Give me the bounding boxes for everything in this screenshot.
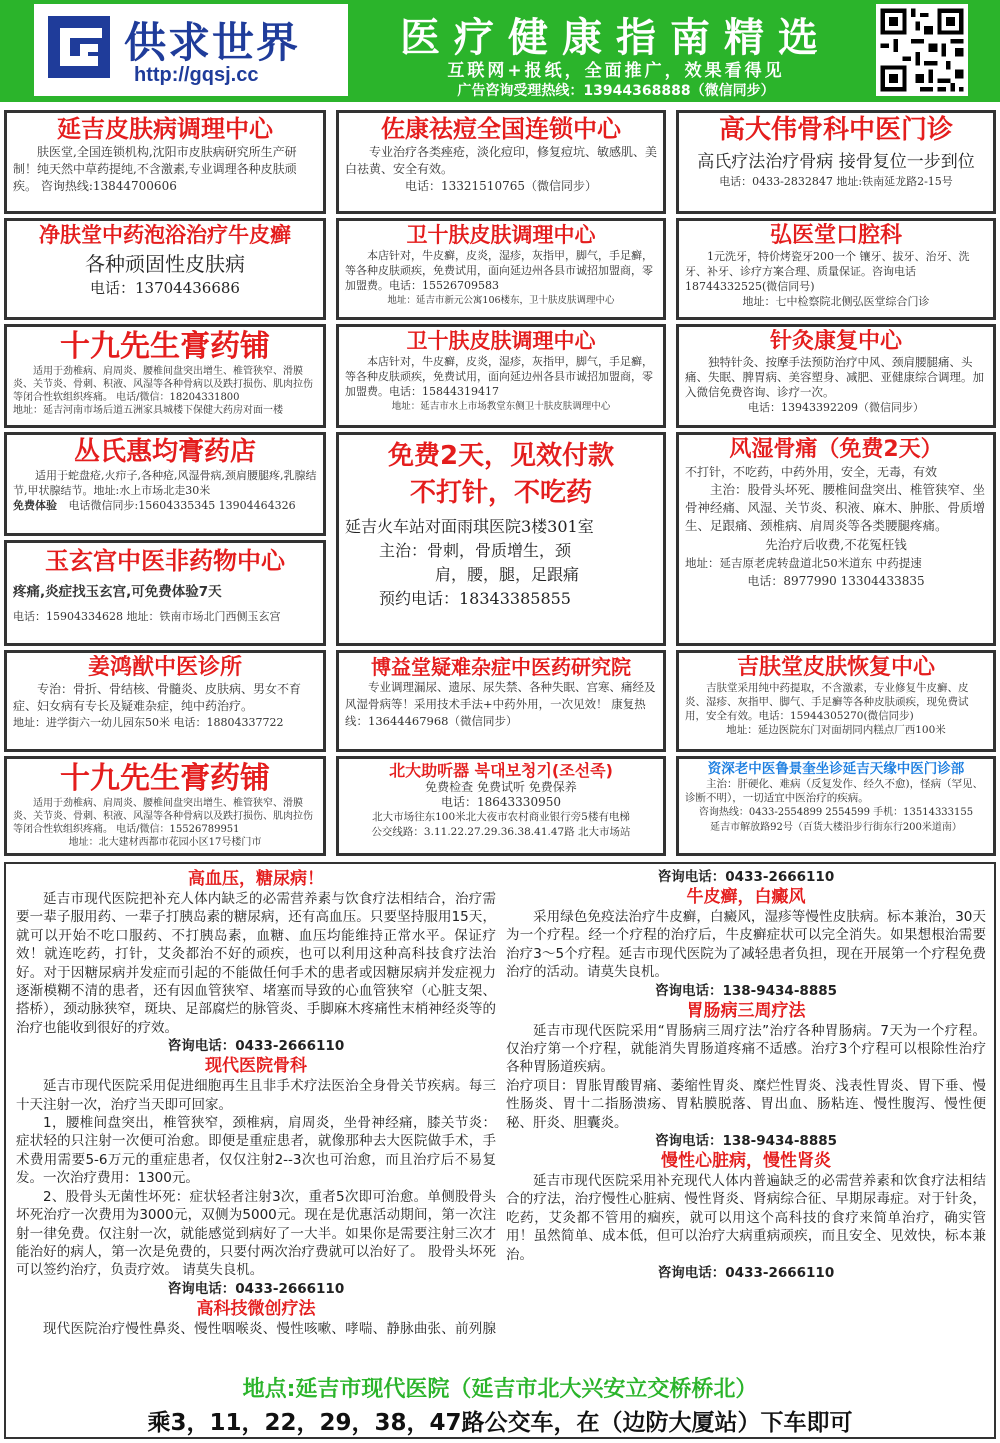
logo-g-icon <box>48 16 110 78</box>
ad-body: 本店针对，牛皮癣，皮炎，湿疹，灰指甲，脚气，手足癣，等各种皮肤顽疾，免费试用，面向延边州各县市诚招加盟商，零加盟费。电话：15844319417 <box>345 355 653 399</box>
ad-body: 高氏疗法治疗骨病 接骨复位一步到位 <box>697 152 975 173</box>
ad-title: 姜鸿猷中医诊所 <box>87 655 242 680</box>
ad-body: 适用于劲椎病、肩周炎、腰椎间盘突出增生、椎管狭窄、滑膜炎、关节炎、骨刺、积液、风湿等各种骨病以及跌打损伤、肌肉拉伤等闭合性软组织疼痛。 电话/微信：18204331800 <box>13 366 313 403</box>
header-banner <box>0 0 1000 102</box>
logo-url[interactable]: http://gqsj.cc <box>134 64 259 86</box>
ad-body: 疼痛,炎症找玉玄宫,可免费体验7天 <box>13 583 222 600</box>
consult-phone: 咨询电话：138-9434-8885 <box>654 982 838 999</box>
paragraph: 2、股骨头无菌性坏死：症状轻者注射3次，重者5次即可治愈。单侧股骨头坏死治疗一次费用为3000元，双侧为5000元。现在是优惠活动期间，第一次注射一律免费。仅注射一次，就能感觉到病好了一大半。如果你是需要注射三次才能治好的病人，第一次是免费的，只要付两次治疗费就可以治好了。 股骨头坏死可以签约治疗，负责疗效。 请莫失良机。 <box>16 1188 496 1279</box>
ad-phone: 咨询热线：0433-2554899 2554599 手机：13514333155 <box>698 807 974 819</box>
ad-address: 地址：延吉原老虎转盘道北50米道东 中药提速 <box>685 556 922 571</box>
section-heading: 现代医院骨科 <box>205 1056 307 1077</box>
free-trial-label: 免费体验 <box>13 499 57 513</box>
ad-box <box>676 432 996 646</box>
ad-title: 博益堂疑难杂症中医药研究院 <box>371 655 631 679</box>
ad-title: 针灸康复中心 <box>769 329 902 354</box>
ad-box <box>336 110 666 214</box>
ad-treat-2: 肩，腰，腿，足跟痛 <box>435 565 580 585</box>
logo-name: 供求世界 <box>124 18 301 67</box>
ad-box <box>4 218 326 320</box>
consult-phone: 咨询电话：0433-2666110 <box>167 1038 345 1055</box>
paragraph: 延吉市现代医院采用补充现代人体内普遍缺乏的必需营养素和饮食疗法相结合的疗法，治疗慢性心脏病、慢性肾炎、肾病综合征、早期尿毒症。对于针灸，吃药，艾灸都不管用的痼疾，就可以用这个高科技的食疗来简单治疗，确实管用！虽然简单、成本低，但可以治疗大病重病顽疾，而且安全、见效快，标本兼治。 <box>506 1173 986 1263</box>
ad-phone: 电话：18643330950 <box>441 795 561 810</box>
ad-box <box>676 110 996 214</box>
ad-phone: 电话微信同步:15604335345 13904464326 <box>68 499 296 513</box>
ad-title: 弘医堂口腔科 <box>769 223 902 248</box>
ad-body: 主治：股骨头坏死、腰椎间盘突出、椎管狭窄、坐骨神经痛、风湿、关节炎、积液、麻木、肿胀、骨质增生、足跟痛、颈椎病、肩周炎等各类腰腿疼痛。 <box>685 482 986 534</box>
ad-title: 吉肤堂皮肤恢复中心 <box>736 655 935 680</box>
ad-box <box>676 324 996 428</box>
qr-code-icon[interactable] <box>876 4 968 96</box>
ad-box <box>336 650 666 752</box>
ad-phone: 电话：8977990 13304433835 <box>747 574 925 589</box>
ad-body: 专业调理漏尿、遗尿、尿失禁、各种失眠、宫寒、痛经及风湿骨病等！采用技术手法+中药外用，一次见效！ 康复热线：13644467968（微信同步） <box>345 680 656 728</box>
ad-title: 佐康祛痘全国连锁中心 <box>381 115 621 143</box>
ad-address: 延吉火车站对面雨琪医院3楼301室 <box>345 517 594 537</box>
ad-phone: 电话：13321510765（微信同步） <box>405 178 597 193</box>
paragraph: 延吉市现代医院把补充人体内缺乏的必需营养素与饮食疗法相结合，治疗需要一辈子服用药、一辈子打胰岛素的糖尿病，还有高血压。只要坚持服用15天，就可以开始不吃口服药、不打胰岛素，血糖、血压均能维持正常水平。保证疗效！就连吃药，打针，艾灸都治不好的顽疾，也可以利用这种高科技食疗法治好。对于因糖尿病并发症而引起的不能做任何手术的患者或因糖尿病并发症视力逐渐模糊不清的患者，还有因血管狭窄、堵塞而导致的心血管狭窄（心脏支架、搭桥），颈动脉狭窄，斑块、足部腐烂的脉管炎、手脚麻木疼痛性末梢神经炎等的治疗也能收到很好的疗效。 <box>16 891 496 1036</box>
ad-box <box>676 650 996 752</box>
ad-title: 卫十肤皮肤调理中心 <box>406 329 596 353</box>
ad-box <box>4 432 326 536</box>
ad-body: 独特针灸、按摩手法预防治疗中风、颈肩腰腿痛、头痛、失眠、脾胃病、美容塑身、减肥、亚健康综合调理。加入微信免费咨询、诊疗一次。 <box>685 355 984 400</box>
ad-body: 免费检查 免费试听 免费保养 <box>425 780 577 795</box>
ad-title: 卫十肤皮肤调理中心 <box>406 223 596 247</box>
ad-box <box>336 324 666 428</box>
ad-box <box>4 756 326 856</box>
ad-body: 本店针对，牛皮癣，皮炎，湿疹，灰指甲，脚气，手足癣，等各种皮肤顽疾，免费试用，面向延边州各县市诚招加盟商，零加盟费。电话：15526709583 <box>345 249 653 293</box>
ad-title: 高大伟骨科中医门诊 <box>718 115 953 145</box>
ad-address: 地址：北大建材西都市花园小区17号楼门市 <box>68 837 262 848</box>
section-heading: 高血压，糖尿病！ <box>188 869 324 889</box>
ad-title: 十九先生膏药铺 <box>60 761 270 796</box>
ad-box <box>4 324 326 428</box>
paragraph: 治疗项目：胃胀胃酸胃痛、萎缩性胃炎、糜烂性胃炎、浅表性胃炎、胃下垂、慢性肠炎、胃十二指肠溃疡、胃粘膜脱落、胃出血、肠粘连、慢性腹泻、慢性便秘、肝炎、胆囊炎。 <box>506 1077 986 1131</box>
ad-title: 延吉皮肤病调理中心 <box>57 115 273 143</box>
paragraph: 现代医院治疗慢性鼻炎、慢性咽喉炎、慢性咳嗽、哮喘、静脉曲张、前列腺 <box>43 1320 496 1337</box>
bus-directions: 乘3，11，22，29，38，47路公交车，在（边防大厦站）下车即可 <box>147 1410 853 1436</box>
ad-box <box>4 540 326 646</box>
paragraph: 1，腰椎间盘突出，椎管狭窄，颈椎病，肩周炎，坐骨神经痛，膝关节炎： 症状轻的只注射一次便可治愈。即便是重症患者，就像那种去大医院做手术，手术费用需要5-6万元的重症患者，仅仅注射2--3次也可治愈，而且治疗后不易复发。一次治疗费用：1300元。 <box>16 1115 496 1187</box>
ad-body: 适用于蛇盘疮,火疖子,各种疮,风湿骨病,颈肩腰腿疼,乳腺结节,甲状腺结节。地址:水上市场北走30米 <box>13 469 317 498</box>
ad-phone: 预约电话：18343385855 <box>379 589 571 609</box>
ad-box <box>336 756 666 856</box>
ad-title: 十九先生膏药铺 <box>60 329 270 364</box>
ad-body: 专治：骨折、骨结核、骨髓炎、皮肤病、男女不育症、妇女病有专长及疑难杂症，纯中药治疗。 <box>13 682 302 714</box>
ad-box <box>4 650 326 752</box>
ad-box <box>4 110 326 214</box>
ad-phone: 电话：13943392209（微信同步） <box>748 401 924 415</box>
paragraph: 延吉市现代医院采用促进细胞再生且非手术疗法医治全身骨关节疾病。每三十天注射一次，治疗当天即可回家。 <box>16 1078 496 1113</box>
ad-body: 专业治疗各类痤疮，淡化痘印，修复痘坑、敏感肌、美白祛黄、安全有效。 <box>345 144 658 176</box>
logo <box>34 4 348 96</box>
section-heading: 胃肠病三周疗法 <box>686 1000 806 1021</box>
hospital-location: 地点:延吉市现代医院（延吉市北大兴安立交桥桥北） <box>242 1377 758 1402</box>
page-subtitle: 互联网+报纸，全面推广，效果看得见 <box>447 61 785 81</box>
ad-title-2: 不打针，不吃药 <box>409 478 592 509</box>
consult-phone: 咨询电话：0433-2666110 <box>657 869 835 885</box>
section-heading: 慢性心脏病，慢性肾炎 <box>661 1151 831 1172</box>
ad-phone-line <box>13 498 317 513</box>
consult-phone: 咨询电话：138-9434-8885 <box>654 1133 838 1150</box>
ad-contact: 地址：进学街六一幼儿园东50米 电话：18804337722 <box>13 716 284 730</box>
article-column-left <box>16 868 496 1339</box>
ad-address: 地址：延吉河南市场后道五洲家具城楼下保健大药房对面一楼 <box>13 405 283 416</box>
consult-phone: 咨询电话：0433-2666110 <box>657 1265 835 1282</box>
paragraph: 采用绿色免疫法治疗牛皮癣，白癜风，湿疹等慢性皮肤病。标本兼治，30天为一个疗程。经一个疗程的治疗后，牛皮癣症状可以完全消失。如果想根治需要治疗3～5个疗程。延吉市现代医院为了减轻患者负担，现在开展第一个疗程免费治疗的活动。请莫失良机。 <box>506 909 986 981</box>
ad-title: 丛氏惠均膏药店 <box>73 437 256 467</box>
ad-title: 资深老中医鲁景奎坐诊延吉天缘中医门诊部 <box>707 761 965 777</box>
ad-box <box>676 218 996 320</box>
ad-bus: 公交线路：3.11.22.27.29.36.38.41.47路 北大市场站 <box>371 826 631 839</box>
ad-address: 地址：七中检察院北侧弘医堂综合门诊 <box>742 295 930 309</box>
ad-address: 地址：延边医院东门对面胡同内糕点厂西100米 <box>726 724 946 737</box>
ad-phone: 电话：13704436686 <box>90 279 240 298</box>
section-heading: 牛皮癣，白癜风 <box>686 887 806 907</box>
page-title: 医疗健康指南精选 <box>400 15 832 61</box>
ad-body: 吉肤堂采用纯中药提取，不含激素，专业修复牛皮癣、皮炎、湿疹、灰指甲、脚气、手足癣等各种皮肤顽疾，现免费试用，安全有效。电话：15944305270(微信同步) <box>685 682 969 723</box>
ad-address: 地址：延吉市新元公寓106楼东，卫十肤皮肤调理中心 <box>387 295 615 307</box>
ad-body: 1元洗牙，特价烤瓷牙200一个 镶牙、拔牙、治牙、洗牙、补牙、诊疗方案合理、质量保证。咨询电话 18744332525(微信同号) <box>685 250 970 294</box>
hospital-article <box>4 862 996 1439</box>
ad-box <box>676 756 996 856</box>
ad-treat: 主治：骨刺，骨质增生，颈 <box>379 541 572 561</box>
ad-contact: 电话：15904334628 地址：铁南市场北门西侧玉玄宫 <box>13 609 281 623</box>
article-column-right <box>506 868 986 1282</box>
ad-title: 免费2天，见效付款 <box>387 441 615 471</box>
ad-title: 净肤堂中药泡浴治疗牛皮癣 <box>39 223 291 247</box>
ad-address: 延吉市解放路92号（百货大楼沿步行街东行200米道南） <box>710 822 962 834</box>
ad-address: 北大市场往东100米北大夜市农村商业银行旁5楼有电梯 <box>372 811 630 824</box>
ad-pay: 先治疗后收费,不花冤枉钱 <box>765 537 907 553</box>
ad-body: 主治：肝硬化、难病（反复发作、经久不愈)，怪病（罕见、诊断不明），一切适宜中医治疗的疾病。 <box>685 778 984 805</box>
ad-box <box>336 218 666 320</box>
ad-body: 各种顽固性皮肤病 <box>85 252 245 277</box>
ad-body: 适用于劲椎病、肩周炎、腰椎间盘突出增生、椎管狭窄、滑膜炎、关节炎、骨刺、积液、风湿等各种骨病以及跌打损伤、肌肉拉伤等闭合性软组织疼痛。 电话/微信：15526789951 <box>13 798 313 835</box>
paragraph: 延吉市现代医院采用“胃肠病三周疗法”治疗各种胃肠病。7天为一个疗程。仅治疗第一个疗程，就能消失胃肠道疼痛不适感。治疗3个疗程可以根除性治疗各种胃肠道疾病。 <box>506 1022 986 1076</box>
ad-contact: 电话：0433-2832847 地址:铁南延龙路2-15号 <box>719 175 953 189</box>
consult-phone: 咨询电话：0433-2666110 <box>167 1280 345 1297</box>
ad-address: 地址：延吉市水上市场教堂东侧卫十肤皮肤调理中心 <box>391 401 611 413</box>
section-heading: 高科技微创疗法 <box>196 1298 316 1319</box>
ad-title: 风湿骨痛（免费2天） <box>729 437 943 462</box>
ad-title: 玉玄宫中医非药物中心 <box>45 547 285 575</box>
ad-body: 肤医堂,全国连锁机构,沈阳市皮肤病研究所生产研制！纯天然中草药提纯,不含激素,专业调理各种皮肤顽疾。 咨询热线:13844700606 <box>13 144 297 193</box>
ad-line: 不打针，不吃药，中药外用，安全，无毒，有效 <box>685 465 938 480</box>
ad-box <box>336 432 666 646</box>
ad-hotline: 广告咨询受理热线：13944368888（微信同步） <box>457 83 775 99</box>
ad-title: 北大助听器 북대보청기(조선족) <box>389 761 613 780</box>
